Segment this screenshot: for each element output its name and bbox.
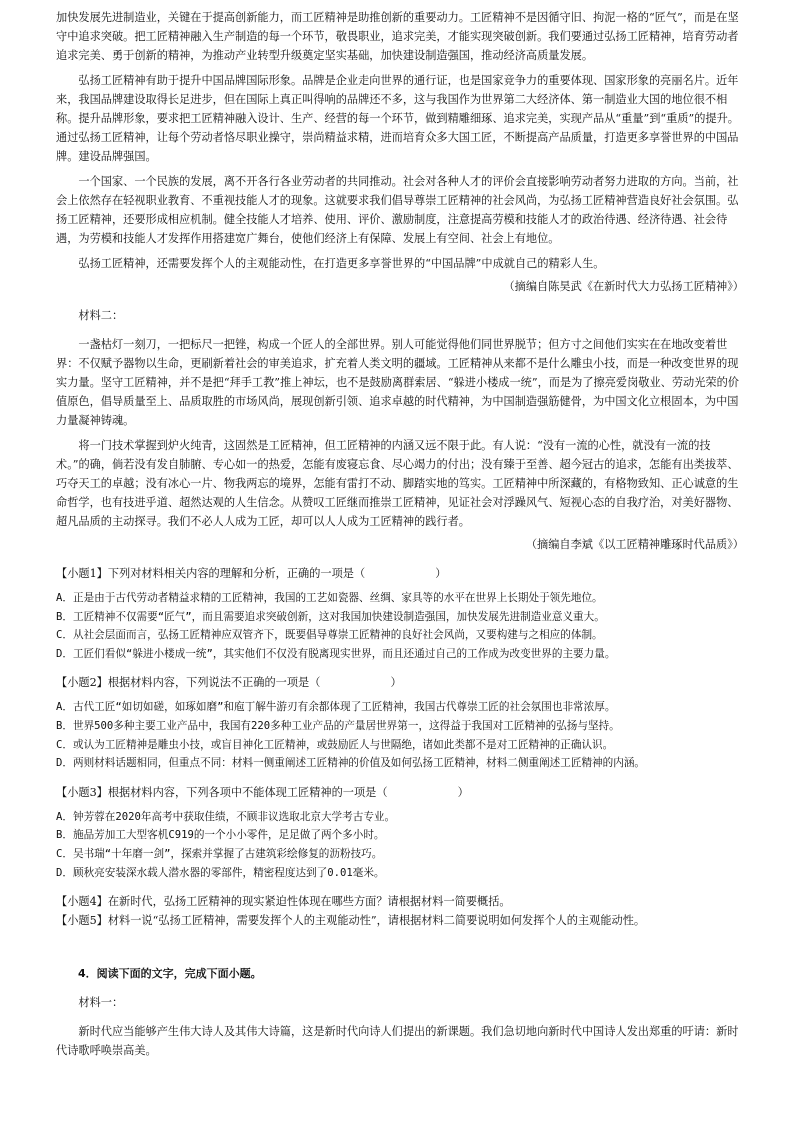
question-2: [56, 673, 744, 772]
option-d: D．两则材料话题相同，但重点不同：材料一侧重阐述工匠精神的价值及如何弘扬工匠精神，材料二侧重阐述工匠精神的内涵。: [56, 757, 646, 770]
option-c: C．从社会层面而言，弘扬工匠精神应双管齐下，既要倡导尊崇工匠精神的良好社会风尚，又要构建与之相应的体制。: [56, 629, 603, 642]
option-d: D．工匠们看似“躲进小楼成一统”，其实他们不仅没有脱离现实世界，而且还通过自己的工作成为改变世界的主要力量。: [56, 647, 616, 660]
paragraph: 将一门技术掌握到炉火纯青，这固然是工匠精神，但工匠精神的内涵又远不限于此。有人说：“没有一流的心性，就没有一流的技术。”的确，倘若没有发自肺腑、专心如一的热爱，怎能有废寝忘食、尽心竭力的付出；没有臻于至善、超今冠古的追求，怎能有出类拔萃、巧夺天工的卓越；没有冰心一片、物我两忘的境界，怎能有雷打不动、脚踏实地的笃实。工匠精神中所深藏的，有格物致知、正心诚意的生命哲学，也有技进乎道、超然达观的人生信念。从赞叹工匠继而推崇工匠精神，见证社会对浮躁风气、短视心态的自我疗治，对美好器物、超凡品质的主动探寻。我们不必人人成为工匠，却可以人人成为工匠精神的践行者。: [56, 439, 739, 528]
question-stem: 【小题3】根据材料内容，下列各项中不能体现工匠精神的一项是（ ）: [56, 785, 469, 799]
source-citation: （摘编自陈昊武《在新时代大力弘扬工匠精神》）: [503, 280, 744, 293]
question-4: 【小题4】在新时代，弘扬工匠精神的现实紧迫性体现在哪些方面？请根据材料一简要概括。: [56, 895, 511, 909]
paragraph: 弘扬工匠精神有助于提升中国品牌国际形象。品牌是企业走向世界的通行证，也是国家竞争力的重要体现、国家形象的亮丽名片。近年来，我国品牌建设取得长足进步，但在国际上真正叫得响的品牌还不多，这与我国作为世界第二大经济体、第一制造业大国的地位很不相称。提升品牌形象，要求把工匠精神融入设计、生产、经营的每一个环节，做到精雕细琢、追求完美，实现产品从“重量”到“重质”的提升。通过弘扬工匠精神，让每个劳动者恪尽职业操守，崇尚精益求精，进而培育众多大国工匠，不断提高产品质量，打造更多享誉世界的中国品牌。建设品牌强国。: [56, 74, 739, 163]
short-questions: [56, 892, 744, 930]
question-stem: 【小题2】根据材料内容，下列说法不正确的一项是（ ）: [56, 676, 402, 690]
option-a: A．钟芳蓉在2020年高考中获取佳绩，不顾非议选取北京大学考古专业。: [56, 810, 396, 823]
paragraph: 一个国家、一个民族的发展，离不开各行各业劳动者的共同推动。社会对各种人才的评价会直接影响劳动者努力进取的方向。当前，社会上依然存在轻视职业教育、不重视技能人才的现象。这就要求我们倡导尊崇工匠精神的社会风尚，为弘扬工匠精神营造良好社会氛围。弘扬工匠精神，还要形成相应机制。健全技能人才培养、使用、评价、激励制度，注意提高劳模和技能人才的政治待遇、经济待遇、社会待遇，为劳模和技能人才发挥作用搭建宽广舞台，使他们经济上有保障、发展上有空间、社会上有地位。: [56, 175, 739, 245]
option-b: B．工匠精神不仅需要“匠气”，而且需要追求突破创新，这对我国加快建设制造强国，加快发展先进制造业意义重大。: [56, 610, 605, 623]
question-1: [56, 564, 744, 663]
material-label: 材料二：: [78, 309, 124, 322]
option-c: C．或认为工匠精神是雕虫小技，或盲目神化工匠精神，或鼓励匠人与世隔绝，诸如此类都不是对工匠精神的正确认识。: [56, 738, 614, 751]
option-a: A．古代工匠“如切如磋，如琢如磨”和庖丁解牛游刃有余都体现了工匠精神，我国古代尊崇工匠的社会氛围也非常浓厚。: [56, 701, 616, 714]
paragraph: 一盏枯灯一刻刀，一把标尺一把锉，构成一个匠人的全部世界。别人可能觉得他们同世界脱节；但方寸之间他们实实在在地改变着世界：不仅赋予器物以生命，更刷新着社会的审美追求，扩充着人类文明的疆域。工匠精神从来都不是什么雕虫小技，而是一种改变世界的现实力量。坚守工匠精神，并不是把“拜手工教”推上神坛，也不是鼓励离群索居、“躲进小楼成一统”，而是为了擦亮爱岗敬业、劳动光荣的价值原色，倡导质量至上、品质取胜的市场风尚，展现创新引领、追求卓越的时代精神，为中国制造强筋健骨，为中国文化立根固本，为中国力量凝神铸魂。: [56, 338, 739, 427]
question-stem: 【小题1】下列对材料相关内容的理解和分析，正确的一项是（ ）: [56, 567, 447, 580]
paragraph: 新时代应当能够产生伟大诗人及其伟大诗篇，这是新时代向诗人们提出的新课题。我们急切地向新时代中国诗人发出郑重的吁请：新时代诗歌呼唤崇高美。: [56, 1025, 739, 1058]
option-d: D．顾秋亮安装深水载人潜水器的零部件，精密程度达到了0.01毫米。: [56, 866, 385, 879]
section-title: 4．阅读下面的文字，完成下面小题。: [78, 967, 262, 981]
question-3: [56, 783, 744, 882]
material-label: 材料一：: [78, 996, 124, 1010]
option-b: B．世界500多种主要工业产品中，我国有220多种工业产品的产量居世界第一，这得益于我国对工匠精神的弘扬与坚持。: [56, 719, 620, 732]
paragraph: 弘扬工匠精神，还需要发挥个人的主观能动性，在打造更多享誉世界的“中国品牌”中成就自己的精彩人生。: [78, 257, 605, 270]
option-c: C．吴书瑞“十年磨一剑”，探索并掌握了古建筑彩绘修复的沥粉技巧。: [56, 847, 383, 860]
paragraph: 加快发展先进制造业，关键在于提高创新能力，而工匠精神是助推创新的重要动力。工匠精神不是因循守旧、拘泥一格的“匠气”，而是在坚守中追求突破。把工匠精神融入生产制造的每一个环节，敬畏职业，追求完美，才能实现突破创新。我们要通过弘扬工匠精神，培育劳动者追求完美、勇于创新的精神，为推动产业转型升级奠定坚实基础，加快建设制造强国，推动经济高质量发展。: [56, 11, 739, 62]
question-5: 【小题5】材料一说“弘扬工匠精神，需要发挥个人的主观能动性”，请根据材料二简要说明如何发挥个人的主观能动性。: [56, 914, 646, 928]
option-b: B．施品芳加工大型客机C919的一个小小零件，足足做了两个多小时。: [56, 829, 385, 842]
option-a: A．正是由于古代劳动者精益求精的工匠精神，我国的工艺如瓷器、丝绸、家具等的水平在世界上长期处于领先地位。: [56, 592, 603, 604]
source-citation: （摘编自李斌《以工匠精神雕琢时代品质》）: [525, 538, 744, 551]
